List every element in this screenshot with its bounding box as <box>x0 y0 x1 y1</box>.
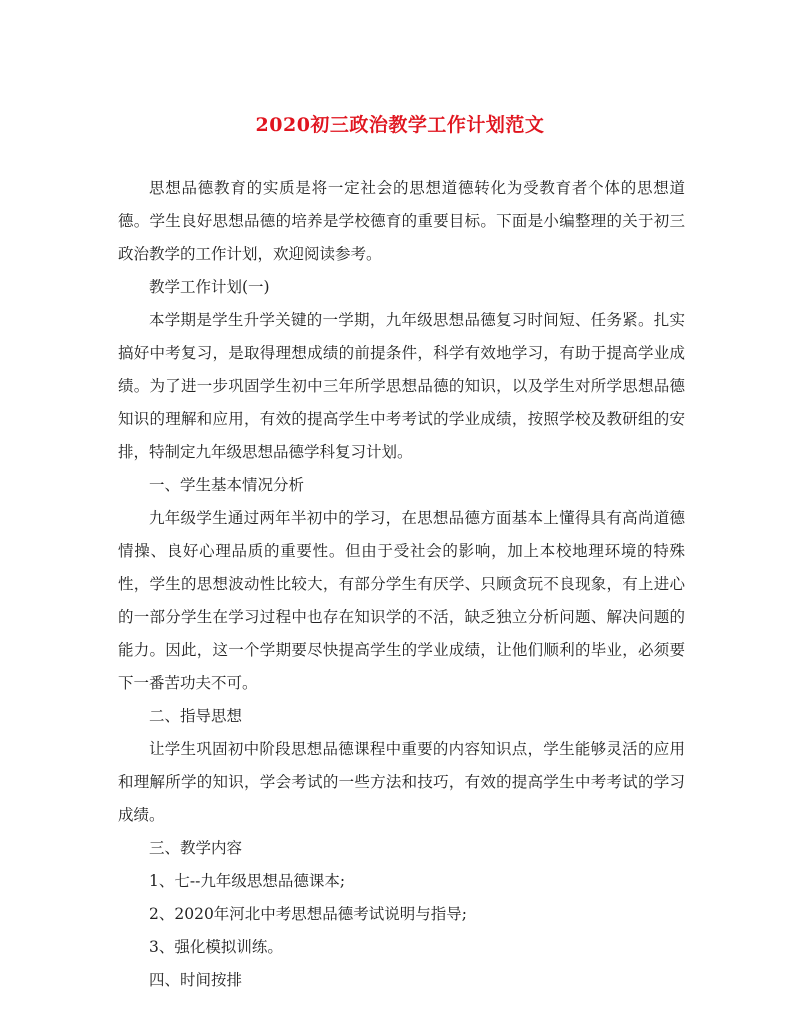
body-paragraph-student-analysis: 九年级学生通过两年半初中的学习，在思想品德方面基本上懂得具有高尚道德情操、良好心理品质的重要性。但由于受社会的影响，加上本校地理环境的特殊性，学生的思想波动性比较大，有部分学生有厌学、只顾贪玩不良现象，有上进心的一部分学生在学习过程中也存在知识学的不活，缺乏独立分析问题、解决问题的能力。因此，这一个学期要尽快提高学生的学业成绩，让他们顺利的毕业，必须要下一番苦功夫不可。 <box>118 509 685 692</box>
section-heading-student-analysis: 一、学生基本情况分析 <box>149 476 305 494</box>
document-body <box>118 172 685 997</box>
list-item-exam-guide: 2、2020年河北中考思想品德考试说明与指导; <box>149 905 468 923</box>
section-heading-guiding-idea: 二、指导思想 <box>149 707 243 725</box>
body-paragraph-guiding-idea: 让学生巩固初中阶段思想品德课程中重要的内容知识点，学生能够灵活的应用和理解所学的知识，学会考试的一些方法和技巧，有效的提高学生中考考试的学习成绩。 <box>118 740 685 824</box>
document-title: 2020初三政治教学工作计划范文 <box>255 114 545 136</box>
list-item-textbook: 1、七--九年级思想品德课本; <box>149 872 346 890</box>
section-heading-plan-one: 教学工作计划(一) <box>149 278 270 296</box>
list-item-mock-training: 3、强化模拟训练。 <box>149 938 283 956</box>
section-heading-teaching-content: 三、教学内容 <box>149 839 243 857</box>
body-paragraph-semester: 本学期是学生升学关键的一学期，九年级思想品德复习时间短、任务紧。扎实搞好中考复习，是取得理想成绩的前提条件，科学有效地学习，有助于提高学业成绩。为了进一步巩固学生初中三年所学思想品德的知识，以及学生对所学思想品德知识的理解和应用，有效的提高学生中考考试的学业成绩，按照学校及教研组的安排，特制定九年级思想品德学科复习计划。 <box>118 311 685 461</box>
intro-paragraph: 思想品德教育的实质是将一定社会的思想道德转化为受教育者个体的思想道德。学生良好思想品德的培养是学校德育的重要目标。下面是小编整理的关于初三政治教学的工作计划，欢迎阅读参考。 <box>118 179 685 263</box>
section-heading-schedule: 四、时间按排 <box>149 971 243 989</box>
